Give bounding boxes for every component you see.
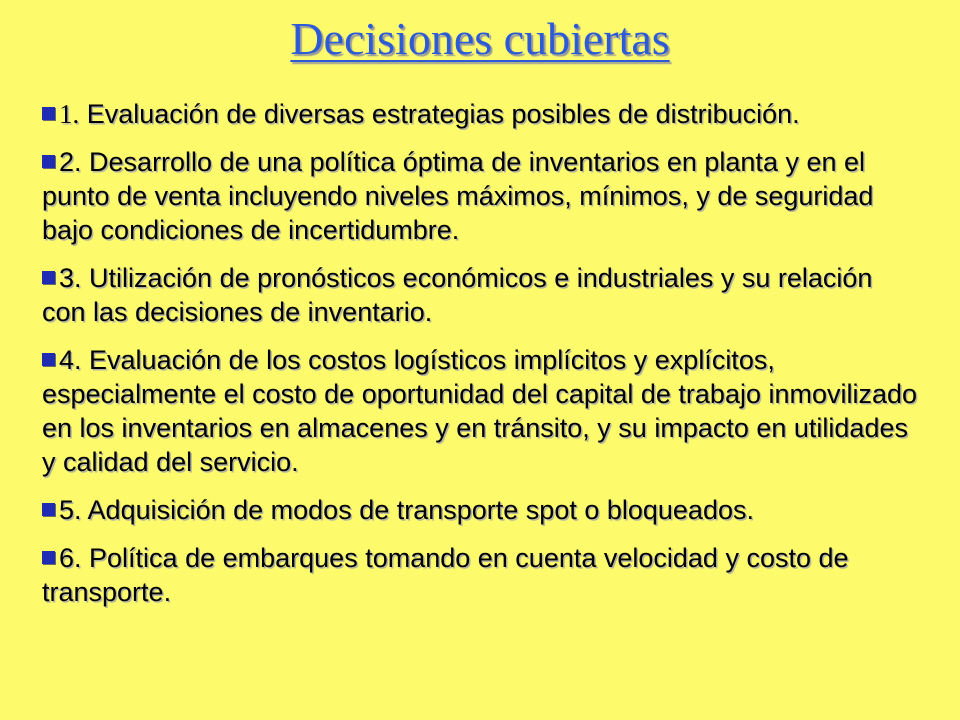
list-item — [42, 541, 920, 609]
item-number: 6. — [59, 543, 82, 573]
item-text: Evaluación de diversas estrategias posibles de distribución. — [79, 99, 800, 129]
item-text: Utilización de pronósticos económicos e industriales y su relación con las decisiones de inventario. — [42, 263, 873, 327]
list-item — [42, 493, 920, 527]
item-number: 1. — [59, 99, 80, 129]
list-item — [42, 343, 920, 479]
item-text: Desarrollo de una política óptima de inventarios en planta y en el punto de venta incluyendo niveles máximos, mínimos, y de seguridad bajo condiciones de incertidumbre. — [42, 147, 874, 245]
square-bullet-icon — [42, 551, 55, 564]
bullet-list — [42, 97, 920, 623]
square-bullet-icon — [42, 155, 55, 168]
list-item — [42, 97, 920, 131]
square-bullet-icon — [42, 271, 55, 284]
item-number: 4. — [59, 345, 82, 375]
item-number: 5. — [59, 495, 82, 525]
slide-title: Decisiones cubiertas — [290, 13, 670, 64]
list-item — [42, 145, 920, 247]
square-bullet-icon — [42, 107, 55, 120]
item-number: 3. — [59, 263, 82, 293]
item-text: Adquisición de modos de transporte spot o bloqueados. — [81, 495, 754, 525]
item-text: Evaluación de los costos logísticos implícitos y explícitos, especialmente el costo de oportunidad del capital de trabajo inmovilizado en los inventarios en almacenes y en tránsito, y su impacto en utilidades y calidad del servicio. — [42, 345, 918, 477]
item-text: Política de embarques tomando en cuenta velocidad y costo de transporte. — [42, 543, 849, 607]
square-bullet-icon — [42, 353, 55, 366]
list-item — [42, 261, 920, 329]
square-bullet-icon — [42, 503, 55, 516]
item-number: 2. — [59, 147, 82, 177]
